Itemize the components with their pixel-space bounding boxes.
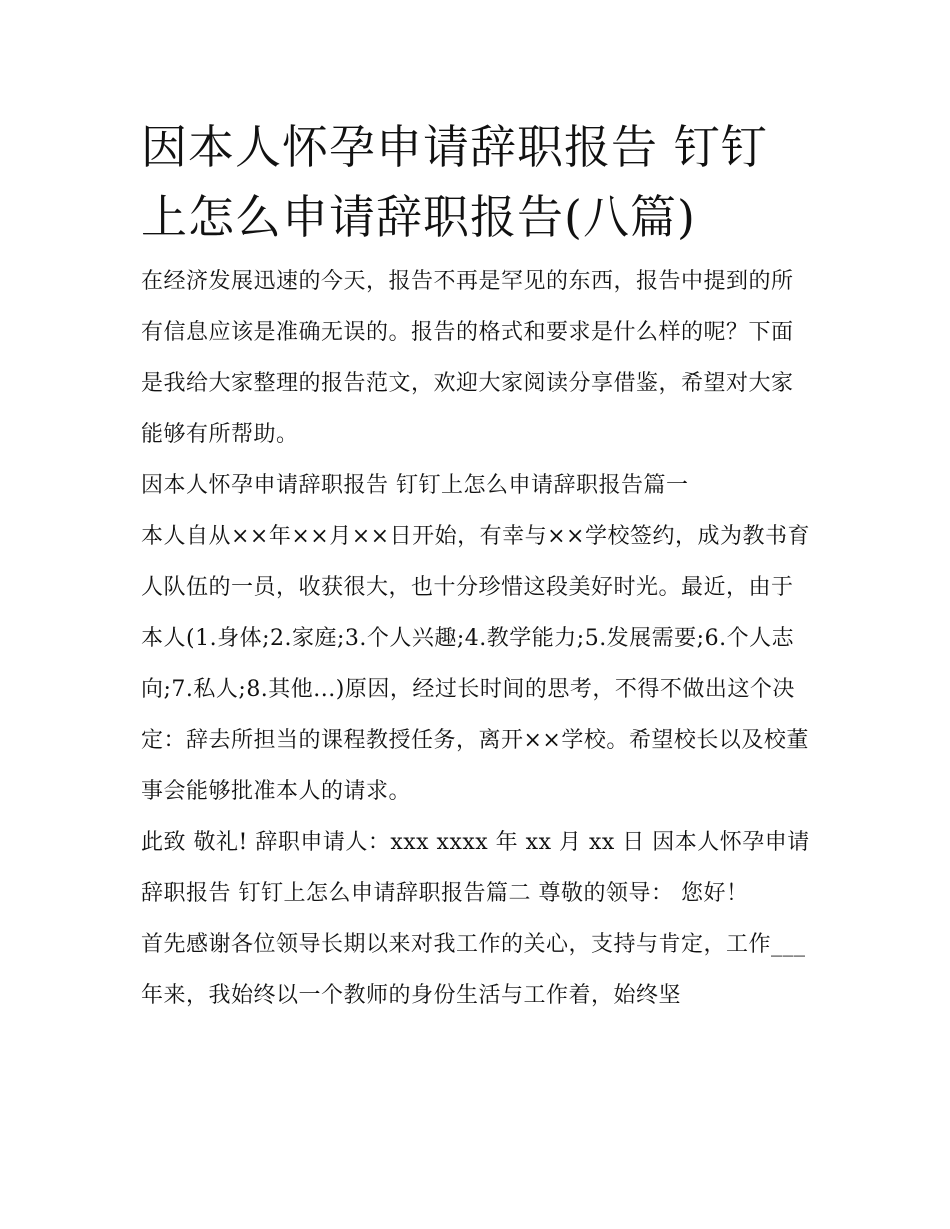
section-heading-1: 因本人怀孕申请辞职报告 钉钉上怎么申请辞职报告篇一 <box>141 473 689 498</box>
intro-paragraph: 在经济发展迅速的今天，报告不再是罕见的东西，报告中提到的所有信息应该是准确无误的。报告的格式和要求是什么样的呢？下面是我给大家整理的报告范文，欢迎大家阅读分享借鉴，希望对大家能够有所帮助。 <box>141 269 794 447</box>
document-title: 因本人怀孕申请辞职报告 钉钉上怎么申请辞职报告(八篇) <box>141 120 768 244</box>
document-body <box>141 112 813 1021</box>
closing-paragraph: 此致 敬礼! 辞职申请人：xxx xxxx 年 xx 月 xx 日 因本人怀孕申请辞职报告 钉钉上怎么申请辞职报告篇二 尊敬的领导： 您好！ <box>141 830 810 906</box>
body-paragraph-2: 首先感谢各位领导长期以来对我工作的关心，支持与肯定，工作___年来，我始终以一个教师的身份生活与工作着，始终坚 <box>141 932 806 1008</box>
body-paragraph-1: 本人自从××年××月××日开始，有幸与××学校签约，成为教书育人队伍的一员，收获很大，也十分珍惜这段美好时光。最近，由于本人(1.身体;2.家庭;3.个人兴趣;4.教学能力;5.发展需要;6.个人志向;7.私人;8.其他...)原因，经过长时间的思考，不得不做出这个决定：辞去所担当的课程教授任务，离开××学校。希望校长以及校董事会能够批准本人的请求。 <box>141 524 810 804</box>
